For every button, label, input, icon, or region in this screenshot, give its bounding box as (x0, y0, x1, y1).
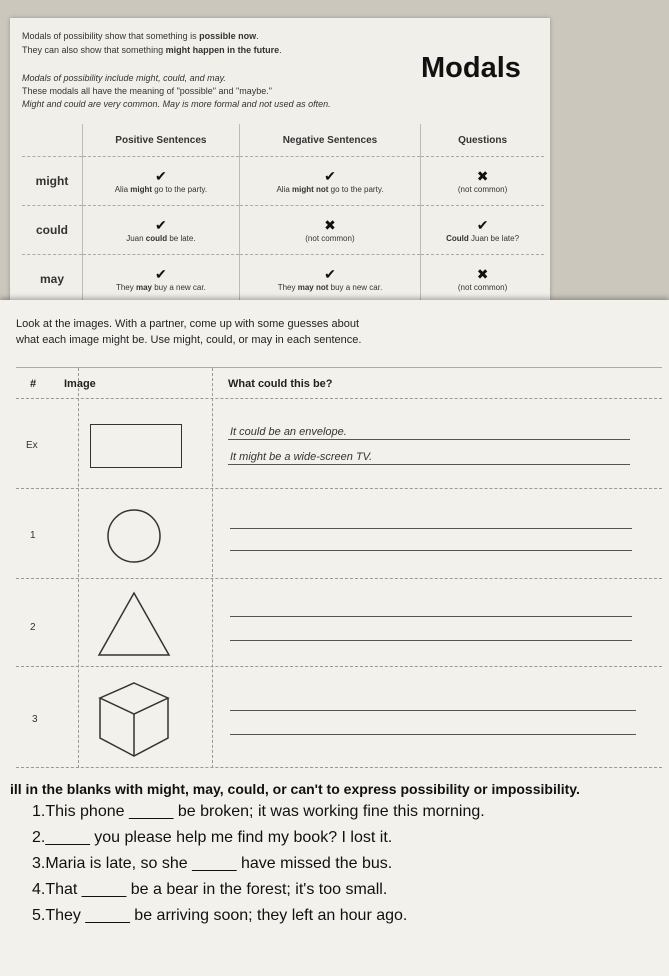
row-divider (16, 767, 662, 768)
cell-question: ✖ (not common) (421, 255, 544, 304)
task-instruction-2: what each image might be. Use might, could, or may in each sentence. (16, 334, 362, 346)
answer-line[interactable] (230, 616, 632, 617)
page-title: Modals (421, 52, 521, 84)
cell-negative: ✖ (not common) (239, 206, 420, 255)
check-icon: ✔ (155, 167, 167, 184)
cell-negative: ✔ Alia might not go to the party. (239, 157, 420, 206)
header-question: What could this be? (228, 378, 333, 390)
modal-word: could (22, 206, 83, 255)
row-number: 2 (30, 622, 36, 633)
answer-text: It could be an envelope. (230, 426, 347, 438)
modal-word: might (22, 157, 83, 206)
triangle-shape (96, 590, 172, 658)
answer-line[interactable] (230, 550, 632, 551)
header-questions: Questions (421, 124, 544, 157)
answer-line[interactable] (230, 528, 632, 529)
row-number: 1 (30, 530, 36, 541)
header-negative: Negative Sentences (239, 124, 420, 157)
row-divider (16, 488, 662, 489)
answer-line[interactable] (228, 439, 630, 440)
row-divider (16, 398, 662, 399)
check-icon: ✔ (155, 265, 167, 282)
modals-table (22, 124, 544, 303)
check-icon: ✔ (324, 167, 336, 184)
intro-line-5: Might and could are very common. May is more formal and not used as often. (22, 99, 331, 109)
cross-icon: ✖ (476, 167, 489, 184)
cube-shape (96, 680, 172, 760)
cell-negative: ✔ They may not buy a new car. (239, 255, 420, 304)
intro-line-2: They can also show that something might happen in the future. (22, 45, 282, 55)
answer-line[interactable] (230, 734, 636, 735)
activity-table (16, 367, 662, 768)
rectangle-shape (90, 424, 182, 468)
intro-line-3: Modals of possibility include might, could, and may. (22, 73, 226, 83)
answer-line[interactable] (230, 640, 632, 641)
table-row-may (22, 255, 544, 304)
check-icon: ✔ (324, 265, 336, 282)
cell-question: ✖ (not common) (421, 157, 544, 206)
circle-shape (106, 508, 162, 564)
table-corner (22, 124, 83, 157)
intro-line-4: These modals all have the meaning of "possible" and "maybe." (22, 86, 272, 96)
question-4: 4.That _____ be a bear in the forest; it's too small. (32, 881, 388, 898)
intro-line-1: Modals of possibility show that something is possible now. (22, 31, 259, 41)
header-image: Image (64, 378, 96, 390)
answer-line[interactable] (228, 464, 630, 465)
answer-text: It might be a wide-screen TV. (230, 451, 373, 463)
cell-positive: ✔ They may buy a new car. (83, 255, 240, 304)
cross-icon: ✖ (324, 216, 336, 233)
row-number: 3 (32, 714, 38, 725)
fill-blanks-instruction: ill in the blanks with might, may, could, or can't to express possibility or impossibility. (10, 781, 580, 797)
cross-icon: ✖ (476, 265, 489, 282)
question-5: 5.They _____ be arriving soon; they left an hour ago. (32, 907, 408, 924)
modal-word: may (22, 255, 83, 304)
check-icon: ✔ (155, 216, 167, 233)
question-1: 1.This phone _____ be broken; it was working fine this morning. (32, 803, 485, 820)
header-number: # (30, 378, 37, 390)
row-number: Ex (26, 440, 38, 451)
question-2: 2._____ you please help me find my book? I lost it. (32, 829, 393, 846)
question-3: 3.Maria is late, so she _____ have missed the bus. (32, 855, 393, 872)
check-icon: ✔ (476, 216, 489, 233)
cell-question: ✔ Could Juan be late? (421, 206, 544, 255)
row-divider (16, 578, 662, 579)
answer-line[interactable] (230, 710, 636, 711)
header-positive: Positive Sentences (83, 124, 240, 157)
task-instruction-1: Look at the images. With a partner, come up with some guesses about (16, 318, 360, 330)
column-divider (212, 368, 213, 768)
table-row-could (22, 206, 544, 255)
row-divider (16, 666, 662, 667)
column-divider (78, 368, 79, 768)
table-row-might (22, 157, 544, 206)
cell-positive: ✔ Juan could be late. (83, 206, 240, 255)
cell-positive: ✔ Alia might go to the party. (83, 157, 240, 206)
